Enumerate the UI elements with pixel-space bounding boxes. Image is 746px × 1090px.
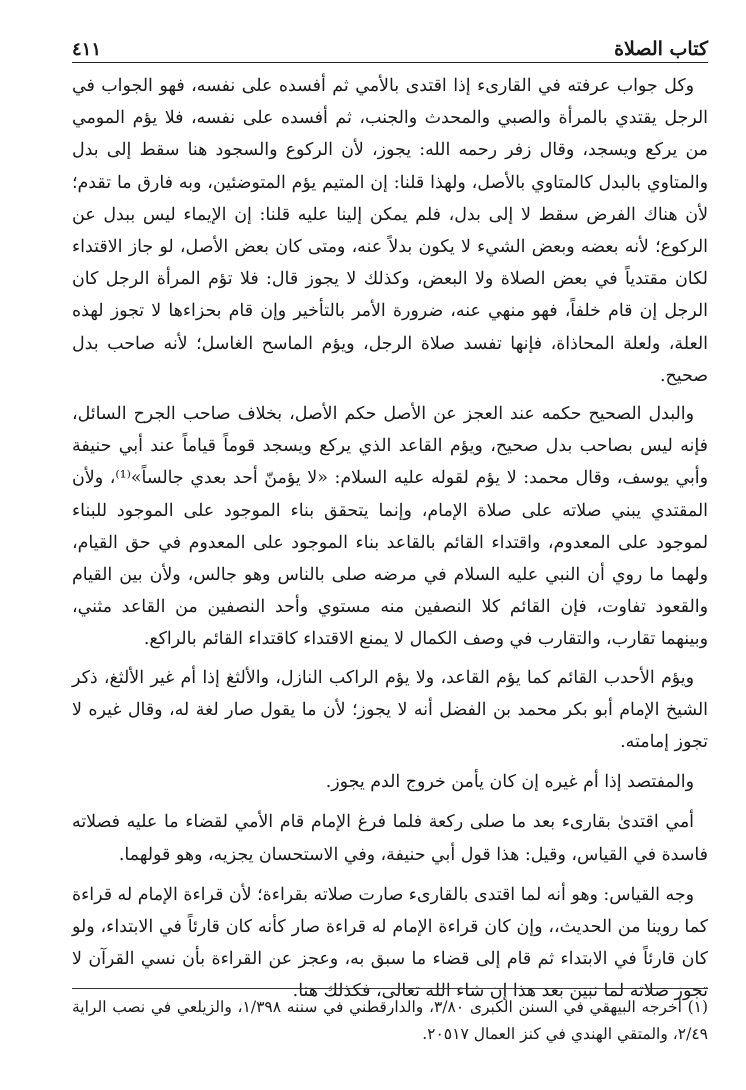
paragraph: ويؤم الأحدب القائم كما يؤم القاعد، ولا يؤم الراكب النازل، والألثغ إذا أم غير الألثغ، ذكر الشيخ الإمام أبو بكر محمد بن الفضل أنه لا يجوز؛ لأن ما يقول صار لغة له، وقال غيره لا تجوز إمامته. xyxy=(72,667,708,753)
footnote-text: (١) أخرجه البيهقي في السنن الكبرى ٣/٨٠، والدارقطني في سننه ١/٣٩٨، والزيلعي في نصب الراية ٢/٤٩، والمتقي الهندي في كنز العمال ٢٠٥١٧. xyxy=(72,998,709,1043)
footnote-rule xyxy=(72,988,708,989)
paragraph: والمفتصد إذا أم غيره إن كان يأمن خروج الدم يجوز. xyxy=(325,772,694,793)
paragraph: وكل جواب عرفته في القارىء إذا اقتدى بالأمي ثم أفسده على نفسه، فهو الجواب في الرجل يقتدي بالمرأة والصبي والمحدث والجنب، ثم أفسده على نفسه، فلا يؤم المومي من يركع ويسجد، وقال زفر رحمه الله: يجوز، لأن الركوع والسجود هنا سقط إلى بدل والمتاوي بالبدل كالمتاوي بالأصل، ولهذا قلنا: إن المتيم يؤم المتوضئين، وبه فارق ما تقدم؛ لأن هناك الفرض سقط لا إلى بدل، فلم يمكن إلينا عليه قلنا: إن الإيماء ليس ببدل عن الركوع؛ لأنه بعضه وبعض الشيء لا يكون بدلاً عنه، ومتى كان بعض الأصل، لو جاز الاقتداء لكان مقتدياً في بعض الصلاة ولا البعض، وكذلك لا يجوز قال: فلا تؤم المرأة الرجل كان الرجل إن قام خلفاً، فهو منهي عنه، ضرورة الأمر بالتأخير وإن قام بحزاءها لا تجوز لهذه العلة، ولعلة المحاذاة، فإنها تفسد صلاة الرجل، ويؤم الماسح الغاسل؛ لأنه صاحب بدل صحيح. xyxy=(72,76,708,386)
page-header xyxy=(72,30,708,60)
page-number: ٤١١ xyxy=(72,39,102,60)
paragraph: أمي اقتدىٰ بقارىء بعد ما صلى ركعة فلما فرغ الإمام قام الأمي لقضاء ما عليه فصلاته فاسدة في القياس، وقيل: هذا قول أبي حنيفة، وفي الاستحسان يجزيه، وهو قولهما. xyxy=(72,812,708,865)
header-rule xyxy=(72,62,708,63)
footnote xyxy=(72,994,708,1048)
main-text xyxy=(72,70,708,1008)
chapter-title: كتاب الصلاة xyxy=(614,38,708,60)
paragraph: وجه القياس: وهو أنه لما اقتدى بالقارىء صارت صلاته بقراءة؛ لأن قراءة الإمام له قراءة كما روينا من الحديث،، وإن كان قراءة الإمام له قراءة صار كأنه كان قارئاً في الابتداء، ولو كان قارئاً في الابتداء ثم قام إلى قضاء ما سبق به، وعجز عن القراءة بأن نسي القرآن لا تجوز صلاته لما نبين بعد هذا إن شاء الله تعالى، فكذلك هنا. xyxy=(71,884,708,1002)
paragraph: والبدل الصحيح حكمه عند العجز عن الأصل حكم الأصل، بخلاف صاحب الجرح السائل، فإنه ليس بصاحب بدل صحيح، ويؤم القاعد الذي يركع ويسجد قوماً قياماً عند أبي حنيفة وأبي يوسف، وقال محمد: لا يؤم لقوله عليه السلام: «لا يؤمنّ أحد بعدي جالساً»⁽¹⁾، ولأن المقتدي يبني صلاته على صلاة الإمام، وإنما يتحقق بناء الموجود على الموجود للبناء لموجود على المعدوم، واقتداء القائم بالقاعد بناء الموجود على المعدوم في حق القيام، ولهما ما روي أن النبي عليه السلام في مرضه صلى بالناس وهو جالس، ولأن بين القيام والقعود تفاوت، فإن القائم كلا النصفين منه مستوي وأحد النصفين من القاعد مثني، وبينهما تقارب، والتقارب في وصف الكمال لا يمنع الاقتداء كاقتداء القائم بالراكع. xyxy=(72,404,709,650)
